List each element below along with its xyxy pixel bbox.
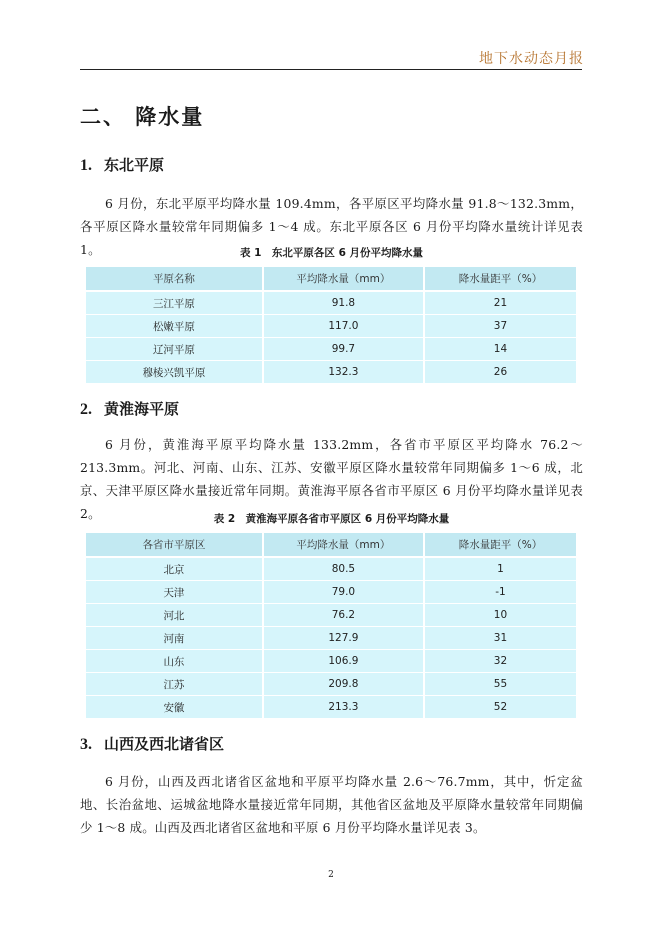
page-title: 二、 降水量: [80, 105, 205, 129]
column-header: 各省市平原区: [86, 533, 263, 557]
table-cell: 安徽: [86, 696, 263, 719]
table-cell: 52: [424, 696, 576, 719]
table-row: [86, 581, 576, 604]
table-cell: 穆棱兴凯平原: [86, 361, 263, 384]
precipitation-table-1: [86, 267, 576, 383]
column-header: 平原名称: [86, 267, 263, 291]
table-row: [86, 673, 576, 696]
table-cell: 132.3: [263, 361, 424, 384]
section-heading-3: [80, 733, 224, 754]
table-cell: 55: [424, 673, 576, 696]
section-number: 2.: [80, 401, 92, 418]
section-number: 3.: [80, 736, 92, 753]
table-cell: 21: [424, 291, 576, 315]
table-header-row: [86, 533, 576, 557]
section-title: 黄淮海平原: [104, 400, 180, 418]
table-cell: 91.8: [263, 291, 424, 315]
table-cell: 北京: [86, 557, 263, 581]
table-cell: 127.9: [263, 627, 424, 650]
section-heading-1: [80, 154, 164, 175]
table-row: [86, 291, 576, 315]
table-row: [86, 557, 576, 581]
section-paragraph-2: 6 月份，黄淮海平原平均降水量 133.2mm，各省市平原区平均降水 76.2～213.3mm。河北、河南、山东、江苏、安徽平原区降水量较常年同期偏多 1～6 成，北京、天津平原区降水量接近常年同期。黄淮海平原各省市平原区 6 月份平均降水量详见表 2。: [80, 437, 583, 521]
table-header-row: [86, 267, 576, 291]
table-row: [86, 604, 576, 627]
table-row: [86, 338, 576, 361]
table-cell: 10: [424, 604, 576, 627]
column-header: 平均降水量（mm）: [263, 267, 424, 291]
table-cell: -1: [424, 581, 576, 604]
table-caption-2: 表 2 黄淮海平原各省市平原区 6 月份平均降水量: [213, 513, 450, 525]
table-cell: 山东: [86, 650, 263, 673]
section-title: 山西及西北诸省区: [104, 735, 225, 753]
table-cell: 14: [424, 338, 576, 361]
report-header-title: 地下水动态月报: [479, 51, 584, 67]
table-row: [86, 696, 576, 719]
column-header: 降水量距平（%）: [424, 267, 576, 291]
table-cell: 26: [424, 361, 576, 384]
table-cell: 106.9: [263, 650, 424, 673]
section-title: 东北平原: [104, 156, 165, 174]
table-cell: 31: [424, 627, 576, 650]
table-cell: 江苏: [86, 673, 263, 696]
table-cell: 1: [424, 557, 576, 581]
table-cell: 松嫩平原: [86, 315, 263, 338]
table-cell: 河南: [86, 627, 263, 650]
table-cell: 99.7: [263, 338, 424, 361]
column-header: 平均降水量（mm）: [263, 533, 424, 557]
table-cell: 河北: [86, 604, 263, 627]
table-cell: 213.3: [263, 696, 424, 719]
section-paragraph-3: 6 月份，山西及西北诸省区盆地和平原平均降水量 2.6～76.7mm，其中，忻定盆地、长治盆地、运城盆地降水量接近常年同期，其他省区盆地及平原降水量较常年同期偏少 1～8 成。山西及西北诸省区盆地和平原 6 月份平均降水量详见表 3。: [80, 774, 583, 835]
table-row: [86, 361, 576, 384]
column-header: 降水量距平（%）: [424, 533, 576, 557]
table-cell: 37: [424, 315, 576, 338]
page-number: 2: [328, 870, 334, 880]
table-cell: 天津: [86, 581, 263, 604]
table-row: [86, 627, 576, 650]
table-cell: 76.2: [263, 604, 424, 627]
table-cell: 117.0: [263, 315, 424, 338]
table-cell: 79.0: [263, 581, 424, 604]
precipitation-table-2: [86, 533, 576, 718]
header-divider: [80, 69, 582, 70]
table-cell: 三江平原: [86, 291, 263, 315]
table-cell: 32: [424, 650, 576, 673]
section-paragraph-1: 6 月份，东北平原平均降水量 109.4mm，各平原区平均降水量 91.8～132.3mm，各平原区降水量较常年同期偏多 1～4 成。东北平原各区 6 月份平均降水量统计详见表 1。: [80, 196, 583, 257]
section-number: 1.: [80, 157, 92, 174]
table-row: [86, 650, 576, 673]
table-row: [86, 315, 576, 338]
table-cell: 辽河平原: [86, 338, 263, 361]
table-cell: 209.8: [263, 673, 424, 696]
table-cell: 80.5: [263, 557, 424, 581]
section-heading-2: [80, 398, 179, 419]
table-caption-1: 表 1 东北平原各区 6 月份平均降水量: [239, 247, 424, 259]
